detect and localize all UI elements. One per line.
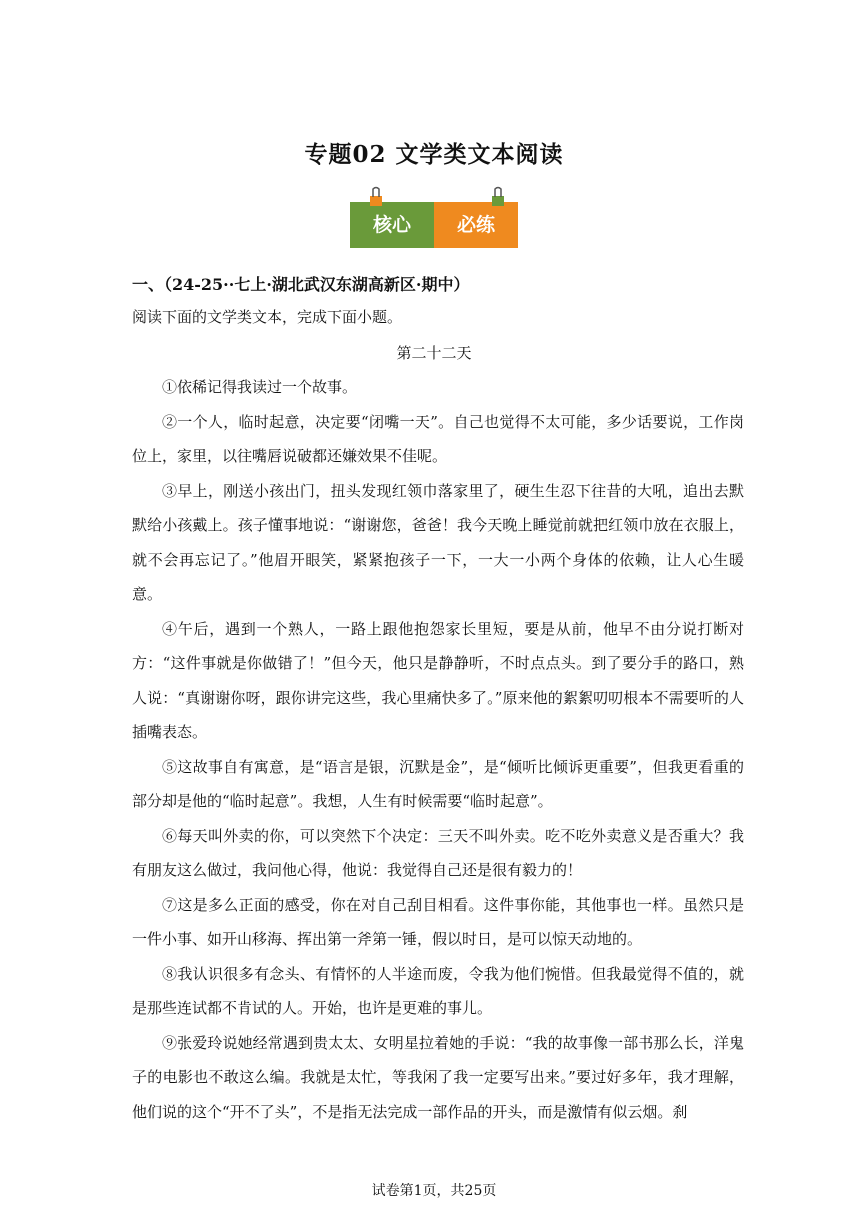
- paragraph: ⑧我认识很多有念头、有情怀的人半途而废，令我为他们惋惜。但我最觉得不值的，就是那些连试都不肯试的人。开始，也许是更难的事儿。: [132, 964, 744, 1017]
- paragraph: ⑥每天叫外卖的你，可以突然下个决定：三天不叫外卖。吃不吃外卖意义是否重大？我有朋友这么做过，我问他心得，他说：我觉得自己还是很有毅力的！: [132, 826, 744, 879]
- instruction-text: 阅读下面的文学类文本，完成下面小题。: [132, 308, 403, 326]
- passage-title: 第二十二天: [396, 344, 472, 362]
- binder-clip-icon: [490, 186, 506, 208]
- paragraph: ③早上，刚送小孩出门，扭头发现红领巾落家里了，硬生生忍下往昔的大吼，追出去默默给小孩戴上。孩子懂事地说：“谢谢您，爸爸！我今天晚上睡觉前就把红领巾放在衣服上，就不会再忘记了。”他眉开眼笑，紧紧抱孩子一下，一大一小两个身体的依赖，让人心生暖意。: [132, 481, 744, 603]
- page-title: 专题02 文学类文本阅读: [304, 141, 564, 168]
- paragraph: ⑤这故事自有寓意，是“语言是银，沉默是金”，是“倾听比倾诉更重要”，但我更看重的部分却是他的“临时起意”。我想，人生有时候需要“临时起意”。: [132, 757, 744, 810]
- banner-right-label: 必练: [434, 202, 518, 248]
- banner-left-label: 核心: [350, 202, 434, 248]
- paragraph: ②一个人，临时起意，决定要“闭嘴一天”。自己也觉得不太可能，多少话要说，工作岗位上，家里，以往嘴唇说破都还嫌效果不佳呢。: [132, 412, 744, 465]
- paragraph: ④午后，遇到一个熟人，一路上跟他抱怨家长里短，要是从前，他早不由分说打断对方：“这件事就是你做错了！”但今天，他只是静静听，不时点点头。到了要分手的路口，熟人说：“真谢谢你呀，跟你讲完这些，我心里痛快多了。”原来他的絮絮叨叨根本不需要听的人插嘴表态。: [132, 619, 744, 741]
- passage-body: [132, 370, 744, 1129]
- paragraph: ⑦这是多么正面的感受，你在对自己刮目相看。这件事你能，其他事也一样。虽然只是一件小事、如开山移海、挥出第一斧第一锤，假以时日，是可以惊天动地的。: [132, 895, 744, 948]
- paragraph: ⑨张爱玲说她经常遇到贵太太、女明星拉着她的手说：“我的故事像一部书那么长，洋鬼子的电影也不敢这么编。我就是太忙，等我闲了我一定要写出来。”要过好多年，我才理解，他们说的这个“开不了头”，不是指无法完成一部作品的开头，而是激情有似云烟。刹: [132, 1033, 744, 1121]
- binder-clip-icon: [368, 186, 384, 208]
- core-practice-banner: [350, 202, 518, 248]
- paragraph: ①依稀记得我读过一个故事。: [162, 378, 358, 396]
- page-footer: 试卷第1页，共25页: [371, 1183, 497, 1199]
- section-heading: 一、（24-25··七上·湖北武汉东湖高新区·期中）: [132, 275, 470, 294]
